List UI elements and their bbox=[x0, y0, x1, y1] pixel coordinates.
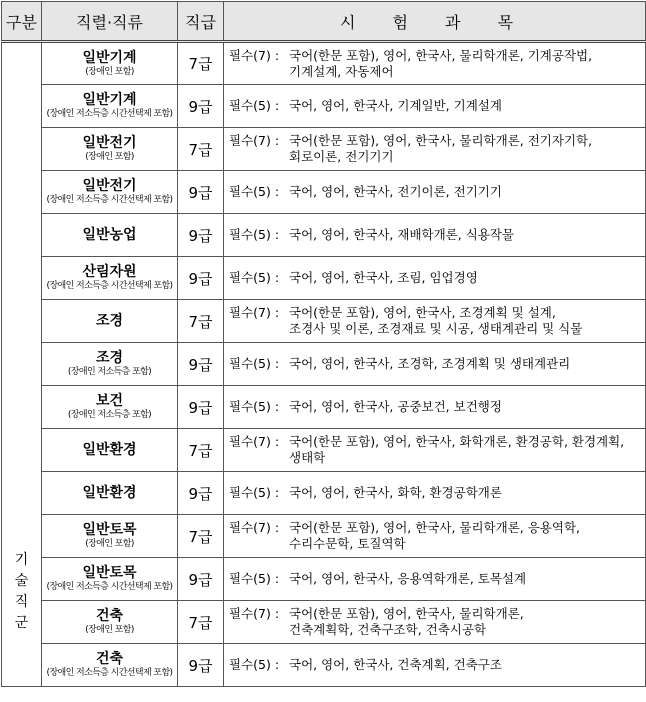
subjects-line bbox=[229, 270, 645, 286]
required-label: 필수(7) : bbox=[229, 133, 280, 148]
position-cell bbox=[42, 257, 178, 300]
position-name: 보건 bbox=[95, 393, 124, 409]
position-cell bbox=[42, 171, 178, 214]
category-cell bbox=[2, 42, 42, 687]
position-note: (장애인 저소득층 시간선택제 포함) bbox=[46, 195, 173, 205]
subjects-line bbox=[229, 184, 645, 200]
subjects-cell bbox=[224, 257, 646, 300]
position-note: (장애인 포함) bbox=[85, 152, 134, 162]
position-name: 건축 bbox=[95, 651, 124, 667]
subjects-cell bbox=[224, 42, 646, 85]
position-cell bbox=[42, 472, 178, 515]
subjects-text-continued: 회로이론, 전기기기 bbox=[289, 149, 394, 164]
position-cell bbox=[42, 300, 178, 343]
grade-cell: 7급 bbox=[178, 429, 224, 472]
category-char: 군 bbox=[14, 615, 29, 631]
subjects-text-continued: 조경사 및 이론, 조경재료 및 시공, 생태계관리 및 식물 bbox=[289, 321, 583, 336]
category-char: 술 bbox=[14, 573, 29, 589]
grade-cell: 9급 bbox=[178, 85, 224, 128]
grade-cell: 9급 bbox=[178, 171, 224, 214]
table-row bbox=[2, 601, 646, 644]
category-char: 기 bbox=[14, 552, 29, 568]
position-note: (장애인 포함) bbox=[85, 539, 134, 549]
subjects-text: 국어(한문 포함), 영어, 한국사, 물리학개론, bbox=[289, 606, 524, 621]
subjects-text-continued: 수리수문학, 토질역학 bbox=[289, 536, 406, 551]
position-name: 일반전기 bbox=[82, 135, 137, 151]
subjects-text: 국어, 영어, 한국사, 재배학개론, 식용작물 bbox=[289, 227, 514, 242]
required-label: 필수(7) : bbox=[229, 606, 280, 621]
position-name: 일반기계 bbox=[82, 49, 137, 66]
position-name: 일반환경 bbox=[82, 484, 137, 501]
table-row bbox=[2, 472, 646, 515]
table-row bbox=[2, 300, 646, 343]
header-grade: 직급 bbox=[178, 2, 224, 42]
subjects-text-continued: 기계설계, 자동제어 bbox=[289, 63, 394, 79]
position-cell bbox=[42, 429, 178, 472]
required-label: 필수(7) : bbox=[229, 434, 280, 449]
position-note: (장애인 저소득층 포함) bbox=[67, 367, 152, 377]
subjects-cell bbox=[224, 429, 646, 472]
position-cell bbox=[42, 343, 178, 386]
table-row bbox=[2, 429, 646, 472]
subjects-text: 국어, 영어, 한국사, 화학, 환경공학개론 bbox=[289, 485, 502, 500]
required-label: 필수(5) : bbox=[229, 485, 280, 500]
subjects-text: 국어, 영어, 한국사, 공중보건, 보건행정 bbox=[289, 399, 502, 414]
subjects-cell bbox=[224, 85, 646, 128]
position-name: 조경 bbox=[95, 312, 124, 329]
position-name: 일반전기 bbox=[82, 178, 137, 194]
subjects-text-continued: 생태학 bbox=[289, 450, 326, 465]
grade-cell: 9급 bbox=[178, 558, 224, 601]
grade-cell: 7급 bbox=[178, 515, 224, 558]
position-note: (장애인 포함) bbox=[85, 625, 134, 635]
subjects-cell bbox=[224, 472, 646, 515]
required-label: 필수(5) : bbox=[229, 399, 280, 414]
subjects-text: 국어, 영어, 한국사, 응용역학개론, 토목설계 bbox=[289, 571, 527, 586]
position-name: 조경 bbox=[95, 350, 124, 366]
subjects-line bbox=[229, 399, 645, 415]
required-label: 필수(7) : bbox=[229, 520, 280, 535]
grade-cell: 9급 bbox=[178, 343, 224, 386]
subjects-text: 국어(한문 포함), 영어, 한국사, 물리학개론, 응용역학, bbox=[289, 520, 580, 535]
position-note: (장애인 저소득층 시간선택제 포함) bbox=[46, 109, 173, 119]
subjects-text: 국어, 영어, 한국사, 기계일반, 기계설계 bbox=[289, 98, 502, 113]
subjects-line bbox=[229, 520, 645, 536]
subjects-cell bbox=[224, 601, 646, 644]
required-label: 필수(5) : bbox=[229, 356, 280, 371]
required-label: 필수(5) : bbox=[229, 184, 280, 199]
required-label: 필수(5) : bbox=[229, 571, 280, 586]
position-note: (장애인 저소득층 시간선택제 포함) bbox=[46, 668, 173, 678]
subjects-line bbox=[229, 48, 645, 64]
subjects-text: 국어, 영어, 한국사, 건축계획, 건축구조 bbox=[289, 657, 502, 672]
subjects-text-continued: 건축계획학, 건축구조학, 건축시공학 bbox=[289, 622, 487, 637]
position-cell bbox=[42, 42, 178, 85]
subjects-cell bbox=[224, 128, 646, 171]
table-row bbox=[2, 257, 646, 300]
required-label: 필수(5) : bbox=[229, 270, 280, 285]
subjects-line bbox=[229, 133, 645, 149]
table-row bbox=[2, 214, 646, 257]
position-name: 일반기계 bbox=[82, 92, 137, 108]
subjects-cell bbox=[224, 343, 646, 386]
position-name: 일반토목 bbox=[82, 565, 137, 581]
position-cell bbox=[42, 214, 178, 257]
subjects-cell bbox=[224, 214, 646, 257]
subjects-text: 국어(한문 포함), 영어, 한국사, 조경계획 및 설계, bbox=[289, 305, 556, 320]
grade-cell: 7급 bbox=[178, 601, 224, 644]
subjects-line bbox=[229, 657, 645, 673]
required-label: 필수(7) : bbox=[229, 47, 280, 63]
grade-cell: 7급 bbox=[178, 128, 224, 171]
grade-cell: 9급 bbox=[178, 386, 224, 429]
header-category: 구분 bbox=[2, 2, 42, 42]
table-body bbox=[2, 42, 646, 687]
position-cell bbox=[42, 128, 178, 171]
header-row bbox=[2, 2, 646, 42]
required-label: 필수(5) : bbox=[229, 657, 280, 672]
subjects-line bbox=[229, 98, 645, 114]
subjects-cell bbox=[224, 644, 646, 687]
position-note: (장애인 저소득층 시간선택제 포함) bbox=[46, 582, 173, 592]
subjects-text: 국어(한문 포함), 영어, 한국사, 물리학개론, 전기자기학, bbox=[289, 133, 593, 148]
subjects-text: 국어(한문 포함), 영어, 한국사, 물리학개론, 기계공작법, bbox=[289, 47, 593, 63]
grade-cell: 9급 bbox=[178, 257, 224, 300]
category-char: 직 bbox=[14, 594, 29, 610]
subjects-cell bbox=[224, 300, 646, 343]
position-cell bbox=[42, 601, 178, 644]
grade-cell: 9급 bbox=[178, 214, 224, 257]
position-name: 일반환경 bbox=[82, 441, 137, 458]
subjects-line bbox=[229, 485, 645, 501]
position-name: 일반토목 bbox=[82, 522, 137, 538]
grade-cell: 7급 bbox=[178, 300, 224, 343]
subjects-text: 국어(한문 포함), 영어, 한국사, 화학개론, 환경공학, 환경계획, bbox=[289, 434, 625, 449]
exam-subjects-table bbox=[1, 1, 646, 687]
subjects-text: 국어, 영어, 한국사, 조림, 임업경영 bbox=[289, 270, 478, 285]
grade-cell: 7급 bbox=[178, 42, 224, 85]
table-row bbox=[2, 558, 646, 601]
subjects-line bbox=[229, 356, 645, 372]
table-row bbox=[2, 171, 646, 214]
subjects-text: 국어, 영어, 한국사, 전기이론, 전기기기 bbox=[289, 184, 502, 199]
position-note: (장애인 저소득층 시간선택제 포함) bbox=[46, 281, 173, 291]
position-cell bbox=[42, 644, 178, 687]
table-row bbox=[2, 85, 646, 128]
position-name: 건축 bbox=[95, 608, 124, 624]
subjects-line bbox=[229, 606, 645, 622]
table-row bbox=[2, 42, 646, 85]
grade-cell: 9급 bbox=[178, 472, 224, 515]
position-cell bbox=[42, 558, 178, 601]
required-label: 필수(5) : bbox=[229, 98, 280, 113]
header-position: 직렬·직류 bbox=[42, 2, 178, 42]
position-name: 산림자원 bbox=[82, 264, 137, 280]
position-note: (장애인 저소득층 포함) bbox=[67, 410, 152, 420]
table-row bbox=[2, 128, 646, 171]
position-name: 일반농업 bbox=[82, 226, 137, 243]
position-cell bbox=[42, 515, 178, 558]
table-row bbox=[2, 644, 646, 687]
table-row bbox=[2, 343, 646, 386]
position-cell bbox=[42, 85, 178, 128]
table-row bbox=[2, 515, 646, 558]
position-note: (장애인 포함) bbox=[85, 66, 134, 77]
subjects-line bbox=[229, 227, 645, 243]
subjects-line bbox=[229, 571, 645, 587]
position-cell bbox=[42, 386, 178, 429]
subjects-cell bbox=[224, 515, 646, 558]
subjects-cell bbox=[224, 558, 646, 601]
subjects-line bbox=[229, 434, 645, 450]
subjects-cell bbox=[224, 171, 646, 214]
table-row bbox=[2, 386, 646, 429]
subjects-line bbox=[229, 305, 645, 321]
required-label: 필수(7) : bbox=[229, 305, 280, 320]
subjects-cell bbox=[224, 386, 646, 429]
header-subjects: 시 험 과 목 bbox=[224, 2, 646, 42]
subjects-text: 국어, 영어, 한국사, 조경학, 조경계획 및 생태계관리 bbox=[289, 356, 571, 371]
required-label: 필수(5) : bbox=[229, 227, 280, 242]
grade-cell: 9급 bbox=[178, 644, 224, 687]
